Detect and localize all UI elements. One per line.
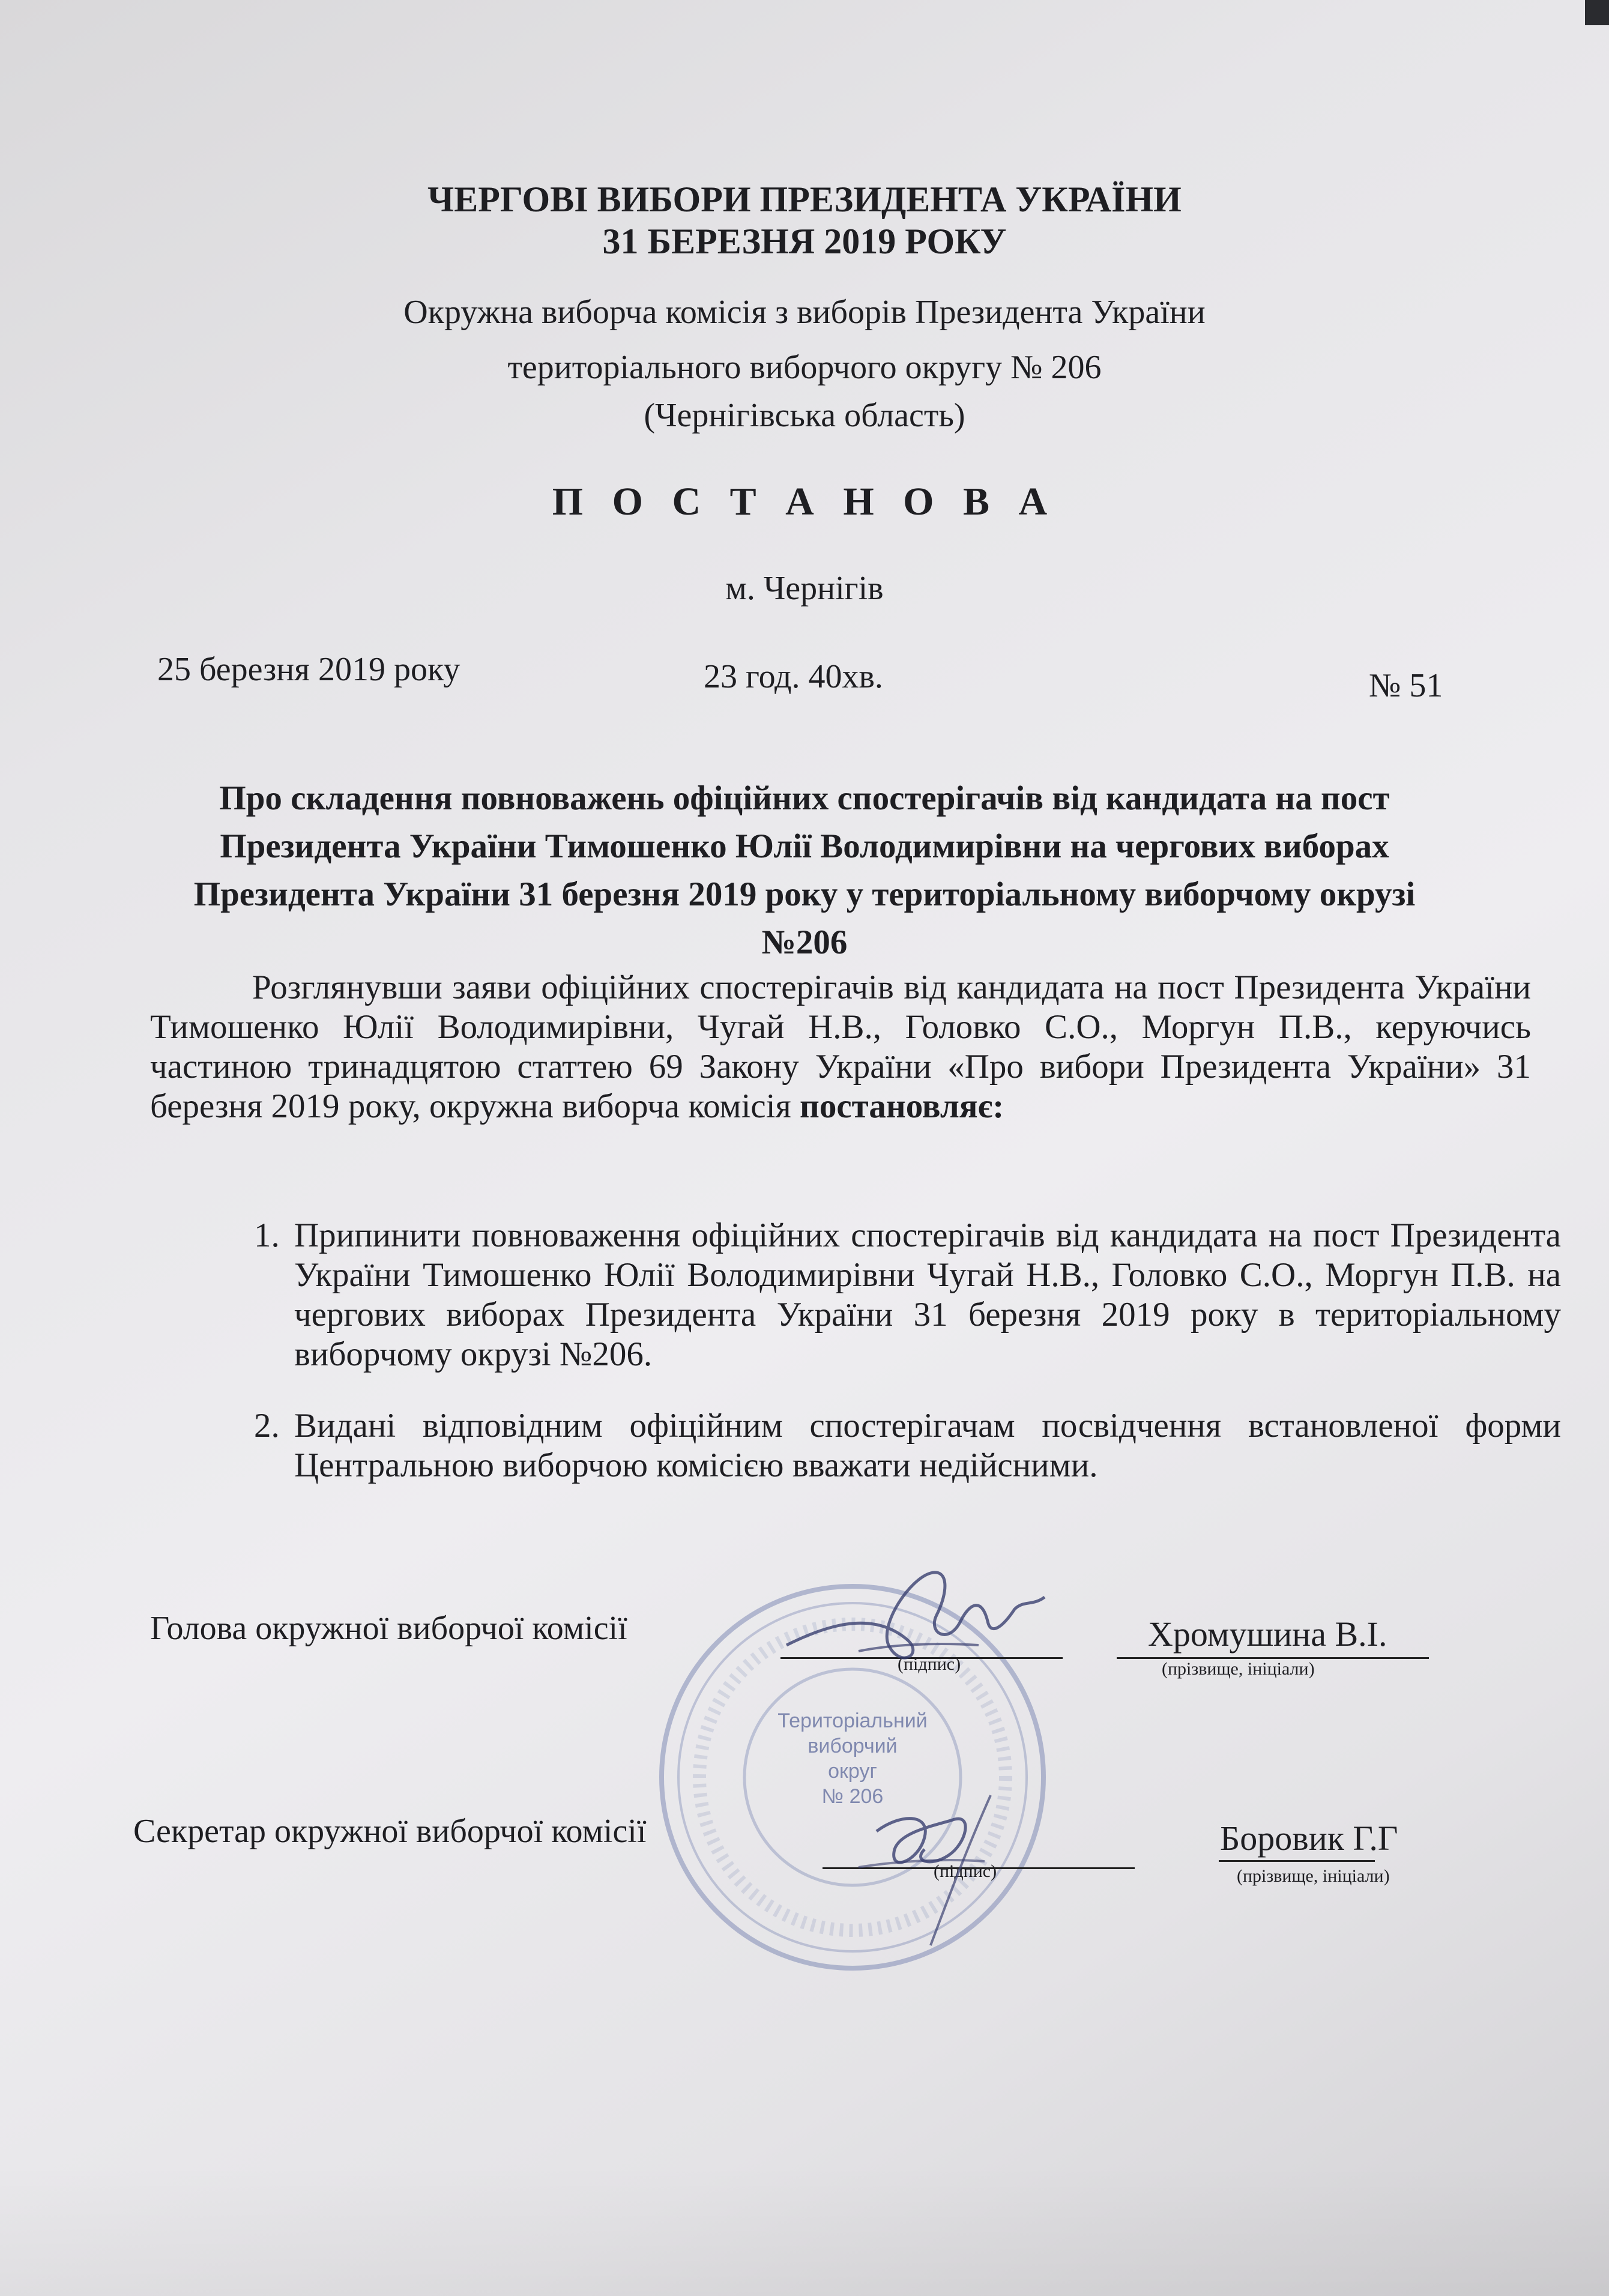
document-number: № 51: [1369, 667, 1443, 704]
document-time: 23 год. 40хв.: [704, 658, 883, 695]
chair-role: Голова окружної виборчої комісії: [150, 1610, 627, 1647]
commission-line-3: (Чернігівська область): [644, 397, 965, 434]
secretary-name: Боровик Г.Г: [1220, 1819, 1398, 1858]
stamp-line-4: № 206: [821, 1785, 884, 1808]
secretary-name-caption: (прізвище, ініціали): [1237, 1866, 1390, 1886]
header-line-1: ЧЕРГОВІ ВИБОРИ ПРЕЗИДЕНТА УКРАЇНИ: [427, 180, 1182, 219]
document-type: П О С Т А Н О В А: [552, 480, 1057, 524]
commission-line-2: територіального виборчого округу № 206: [507, 349, 1102, 386]
stamp-line-3: округ: [828, 1760, 877, 1783]
secretary-name-line: [1219, 1860, 1375, 1862]
header-line-2: 31 БЕРЕЗНЯ 2019 РОКУ: [602, 222, 1007, 261]
document-date: 25 березня 2019 року: [157, 651, 460, 688]
preamble: [150, 968, 1531, 1126]
page-shading: [0, 2164, 1609, 2296]
decision-word: постановляє:: [800, 1087, 1004, 1125]
commission-line-1: Окружна виборча комісія з виборів Президента України: [403, 294, 1206, 331]
secretary-signature-caption: (підпис): [934, 1861, 997, 1881]
city: м. Чернігів: [725, 570, 884, 607]
chair-name-caption: (прізвище, ініціали): [1162, 1659, 1315, 1679]
decision-item-1: 1. Припинити повноваження офіційних спостерігачів від кандидата на пост Президента України Тимошенко Юлії Володимирівни Чугай Н.В., Головко С.О., Моргун П.В. на чергових виборах Президента України 31 березня 2019 року в територіальному виборчому окрузі №206.: [288, 1216, 1561, 1374]
corner-shadow: [1585, 0, 1609, 25]
secretary-signature: [835, 1777, 1039, 1957]
chair-signature: [750, 1555, 1087, 1687]
decision-item-2: 2. Видані відповідним офіційним спостерігачам посвідчення встановленої форми Центральною виборчою комісією вважати недійсними.: [288, 1406, 1561, 1485]
document-title: Про складення повноважень офіційних спостерігачів від кандидата на пост Президента України Тимошенко Юлії Володимирівни на чергових виборах Президента України 31 березня 2019 року у територіальному виборчому окрузі №206: [193, 779, 1416, 961]
decision-list-2: [222, 1406, 1561, 1485]
stamp-line-2: виборчий: [808, 1735, 898, 1757]
secretary-role: Секретар окружної виборчої комісії: [133, 1813, 647, 1850]
chair-signature-caption: (підпис): [898, 1654, 961, 1674]
stamp-line-1: Територіальний: [777, 1709, 928, 1732]
preamble-text: Розглянувши заяви офіційних спостерігачів від кандидата на пост Президента України Тимошенко Юлії Володимирівни, Чугай Н.В., Головко С.О., Моргун П.В., керуючись частиною тринадцятою статтею 69 Закону України «Про вибори Президента України» 31 березня 2019 року, окружна виборча комісія: [150, 968, 1531, 1125]
chair-name: Хромушина В.І.: [1148, 1615, 1387, 1654]
decision-list: [222, 1216, 1561, 1374]
